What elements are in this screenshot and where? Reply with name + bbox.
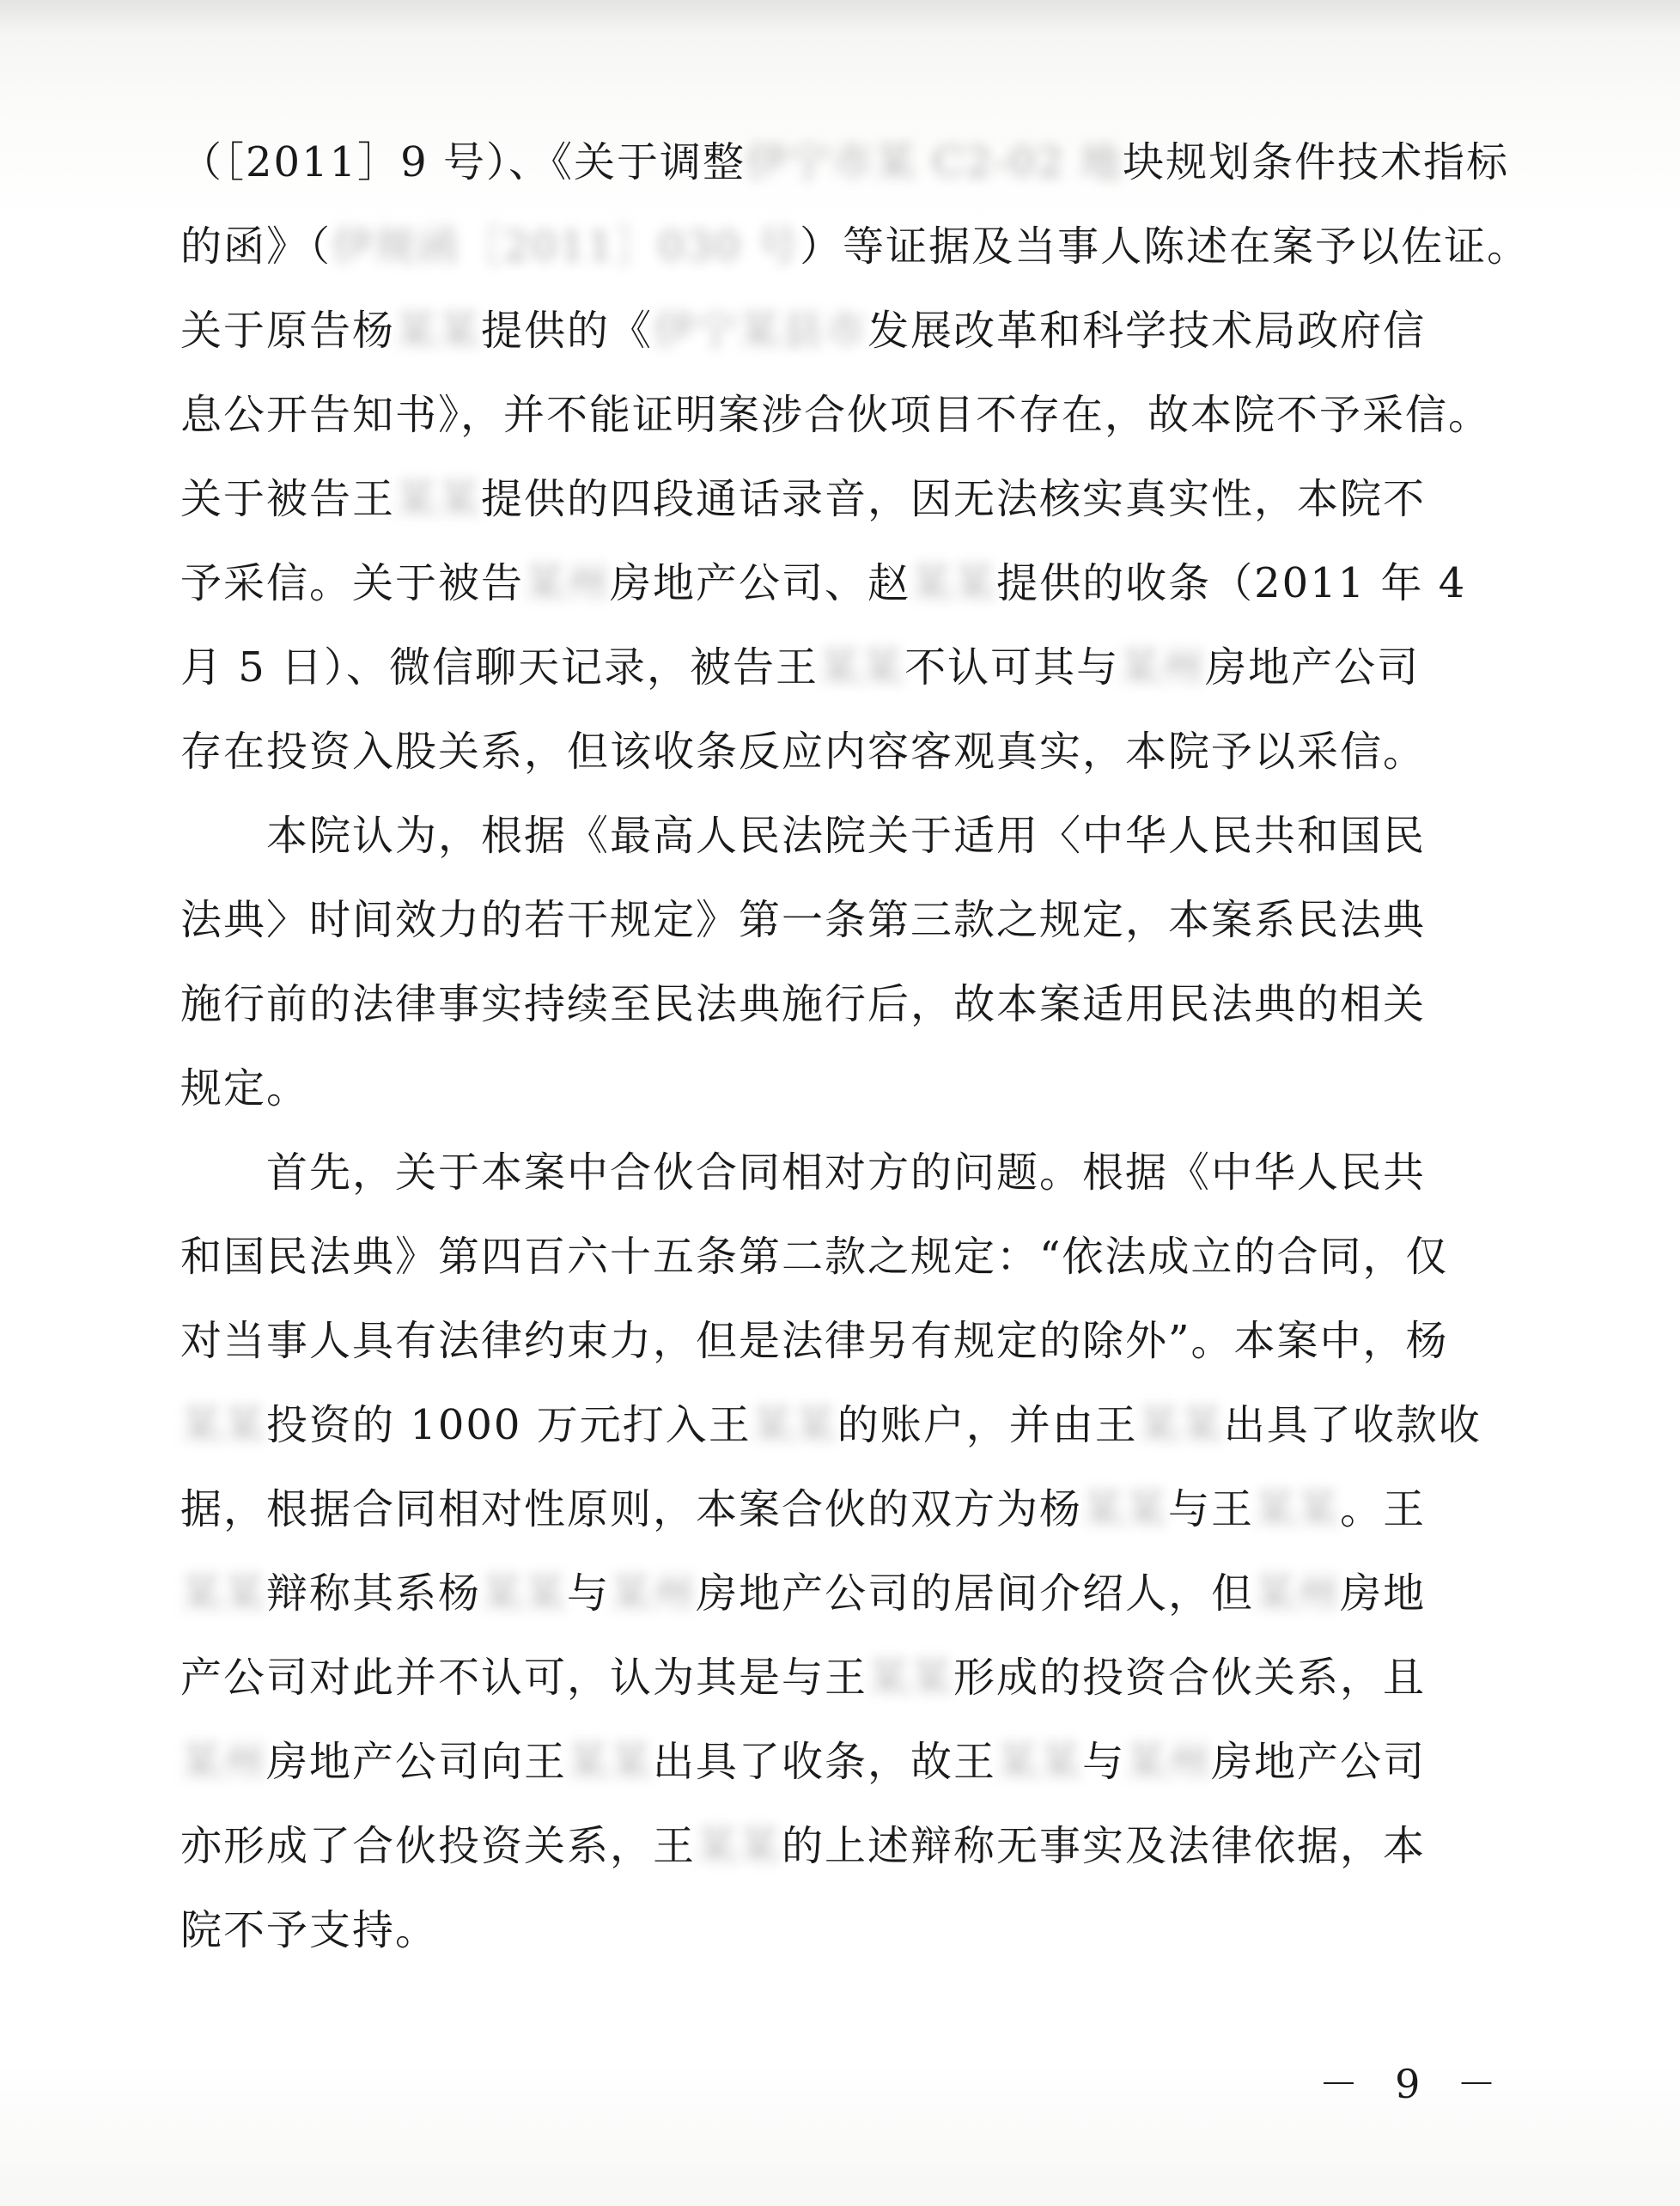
text-segment: 关于原告杨 xyxy=(180,307,396,355)
text-segment: 块规划条件技术指标 xyxy=(1123,138,1510,186)
text-segment: 对当事人具有法律约束力，但是法律另有规定的除外”。本案中，杨 xyxy=(180,1317,1449,1365)
redacted-text: 某某 xyxy=(1254,1485,1341,1533)
redacted-text: 某某 xyxy=(1137,1401,1224,1449)
text-line xyxy=(180,1551,1520,1636)
text-segment: 提供的四段通话录音，因无法核实真实性，本院不 xyxy=(481,475,1427,523)
text-segment: 关于被告王 xyxy=(180,475,396,523)
text-segment: 与王 xyxy=(1168,1485,1255,1533)
text-segment: 和国民法典》第四百六十五条第二款之规定：“依法成立的合同，仅 xyxy=(180,1233,1449,1281)
text-segment: 。王 xyxy=(1340,1485,1427,1533)
text-segment: 房地产公司向王 xyxy=(266,1738,568,1786)
redacted-text: 某某 xyxy=(567,1738,654,1786)
redacted-text: 某州 xyxy=(610,1569,697,1618)
text-segment: 房地产公司 xyxy=(1205,643,1421,692)
text-segment: （［2011］9 号）、《关于调整 xyxy=(180,138,746,186)
text-line xyxy=(180,120,1520,204)
text-segment: 首先，关于本案中合伙合同相对方的问题。根据《中华人民共 xyxy=(266,1149,1427,1197)
redacted-text: 某某 xyxy=(1082,1485,1169,1533)
text-segment: 发展改革和科学技术局政府信 xyxy=(867,307,1427,355)
text-segment: 息公开告知书》，并不能证明案涉合伙项目不存在，故本院不予采信。 xyxy=(180,391,1492,439)
redacted-text: 伊宁某县市 xyxy=(653,307,868,355)
text-segment: 院不予支持。 xyxy=(180,1906,439,1954)
text-line xyxy=(180,1215,1520,1299)
text-segment: 据，根据合同相对性原则，本案合伙的双方为杨 xyxy=(180,1485,1083,1533)
redacted-text: 某某 xyxy=(867,1654,954,1702)
text-segment: 投资的 1000 万元打入王 xyxy=(266,1401,752,1449)
redacted-text: 某某 xyxy=(819,643,905,692)
redacted-text: 某某 xyxy=(696,1822,782,1870)
text-segment: 与 xyxy=(567,1569,611,1618)
text-line xyxy=(180,710,1520,794)
redacted-text: 某某 xyxy=(395,307,482,355)
text-line xyxy=(180,962,1520,1046)
text-line xyxy=(180,794,1520,878)
text-line xyxy=(180,457,1520,541)
text-segment: 的账户，并由王 xyxy=(837,1401,1138,1449)
text-line xyxy=(180,373,1520,457)
redacted-text: 某州 xyxy=(1119,643,1206,692)
text-segment: 的函》（ xyxy=(180,222,332,271)
text-line xyxy=(180,1636,1520,1720)
text-segment: 形成的投资合伙关系，且 xyxy=(953,1654,1427,1702)
scan-shadow xyxy=(0,0,1680,34)
text-segment: 的上述辩称无事实及法律依据，本 xyxy=(782,1822,1427,1870)
text-line xyxy=(180,1804,1520,1888)
redacted-text: 某某 xyxy=(180,1401,267,1449)
paragraph xyxy=(180,794,1520,1130)
redacted-text: 伊规函［2011］030 号 xyxy=(332,222,800,271)
redacted-text: 某某 xyxy=(395,475,482,523)
text-line xyxy=(180,1046,1520,1130)
text-segment: 出具了收条，故王 xyxy=(653,1738,997,1786)
paragraph xyxy=(180,120,1531,794)
paragraph xyxy=(180,1130,1520,1972)
redacted-text: 某某 xyxy=(481,1569,568,1618)
text-segment: 与 xyxy=(1082,1738,1126,1786)
text-segment: 提供的《 xyxy=(481,307,654,355)
text-line xyxy=(180,878,1520,962)
page-number: － 9 － xyxy=(1318,2061,1508,2107)
redacted-text: 某某 xyxy=(910,559,997,607)
text-line xyxy=(180,1720,1520,1804)
text-segment: 房地产公司、赵 xyxy=(610,559,911,607)
text-segment: 辩称其系杨 xyxy=(266,1569,482,1618)
text-line xyxy=(180,1888,1520,1972)
text-segment: 施行前的法律事实持续至民法典施行后，故本案适用民法典的相关 xyxy=(180,980,1427,1028)
redacted-text: 某州 xyxy=(180,1738,267,1786)
text-segment: 予采信。关于被告 xyxy=(180,559,525,607)
redacted-text: 某某 xyxy=(751,1401,837,1449)
redacted-text: 某州 xyxy=(1254,1569,1341,1618)
text-line xyxy=(180,1130,1520,1215)
text-segment: ）等证据及当事人陈述在案予以佐证。 xyxy=(800,222,1531,271)
text-segment: 房地产公司的居间介绍人，但 xyxy=(696,1569,1255,1618)
text-line xyxy=(180,1383,1520,1467)
text-segment: 房地产公司 xyxy=(1211,1738,1427,1786)
redacted-text: 伊宁市某 C2-02 地 xyxy=(745,138,1123,186)
text-segment: 出具了收款收 xyxy=(1223,1401,1482,1449)
text-line xyxy=(180,1467,1520,1551)
text-line xyxy=(180,289,1520,373)
redacted-text: 某州 xyxy=(1125,1738,1212,1786)
text-line xyxy=(180,1299,1520,1383)
text-segment: 法典〉时间效力的若干规定》第一条第三款之规定，本案系民法典 xyxy=(180,896,1427,944)
redacted-text: 某某 xyxy=(996,1738,1083,1786)
redacted-text: 某州 xyxy=(524,559,611,607)
text-segment: 房地 xyxy=(1340,1569,1427,1618)
text-segment: 规定。 xyxy=(180,1064,310,1112)
text-line xyxy=(180,541,1520,625)
text-segment: 提供的收条（2011 年 4 xyxy=(996,559,1467,607)
text-segment: 不认可其与 xyxy=(904,643,1120,692)
document-body xyxy=(180,120,1531,1972)
text-segment: 产公司对此并不认可，认为其是与王 xyxy=(180,1654,868,1702)
text-segment: 存在投资入股关系，但该收条反应内容客观真实，本院予以采信。 xyxy=(180,728,1427,776)
text-line xyxy=(180,204,1531,289)
text-segment: 本院认为，根据《最高人民法院关于适用〈中华人民共和国民 xyxy=(266,812,1427,860)
redacted-text: 某某 xyxy=(180,1569,267,1618)
text-segment: 亦形成了合伙投资关系，王 xyxy=(180,1822,697,1870)
text-segment: 月 5 日）、微信聊天记录，被告王 xyxy=(180,643,819,692)
text-line xyxy=(180,625,1520,710)
